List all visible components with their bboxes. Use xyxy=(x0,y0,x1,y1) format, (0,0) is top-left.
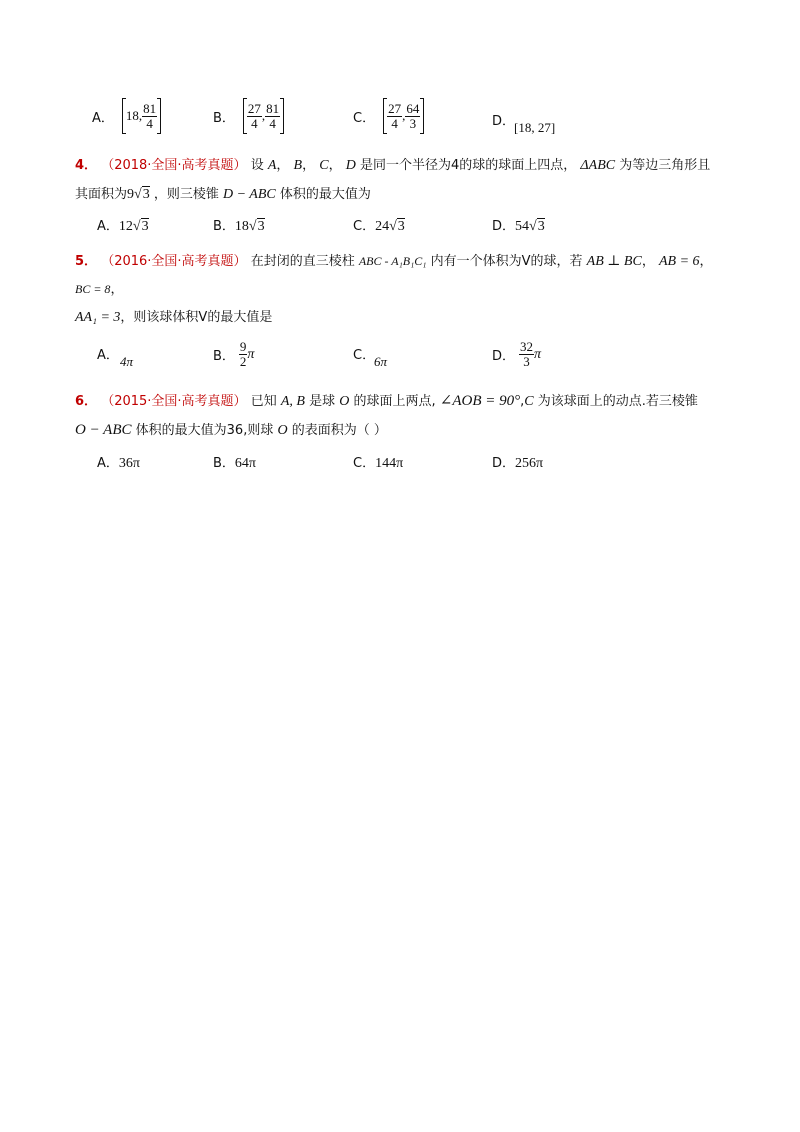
q4-option-b: B．18√3 xyxy=(213,219,265,234)
q3-option-a xyxy=(92,98,161,134)
option-label: D． xyxy=(492,114,516,129)
q6-option-c: C．144π xyxy=(353,456,404,471)
question-number: 4． xyxy=(75,158,98,173)
option-label: C． xyxy=(353,110,376,126)
fraction: $\frac{27}{4}$ xyxy=(388,100,402,131)
q5-option-d: D． $\frac{32}{3}$ π xyxy=(492,339,542,369)
q4-option-a: A．12√3 xyxy=(97,219,149,234)
q4-option-d: D．54√3 xyxy=(492,219,545,234)
q5-line-2: BC = 8， xyxy=(75,282,124,297)
q5-option-a-value: 4π xyxy=(120,354,134,369)
q5-option-c-value: 6π xyxy=(374,354,388,369)
fraction: $\frac{81}{4}$ xyxy=(266,100,280,131)
question-source: （2016·全国·高考真题） xyxy=(101,254,247,269)
question-source: （2015·全国·高考真题） xyxy=(101,394,247,409)
q3-option-c xyxy=(353,98,424,134)
interval-bracket: $\frac{27}{4}$ , $\frac{64}{3}$ xyxy=(383,98,424,134)
q4-line-1: 4． （2018·全国·高考真题） 设 A， B， C， D 是同一个半径为4的球的球面上四点， ΔABC 为等边三角形且 xyxy=(75,158,711,173)
q5-line-1: 5． （2016·全国·高考真题） 在封闭的直三棱柱 ABC - A₁B₁C₁ 内有一个体积为V的球，若 AB ⊥ BC， AB = 6， xyxy=(75,254,713,269)
option-label: A． xyxy=(92,110,114,126)
q5-option-b: B． $\frac{9}{2}$ π xyxy=(213,339,255,369)
option-label: B． xyxy=(213,110,235,126)
fraction: $\frac{32}{3}$ xyxy=(520,339,534,369)
fraction: $\frac{9}{2}$ xyxy=(239,339,247,369)
q6-option-b: B．64π xyxy=(213,456,256,471)
question-number: 6． xyxy=(75,394,98,409)
q4-option-c: C．24√3 xyxy=(353,219,405,234)
question-number: 5． xyxy=(75,254,98,269)
q5-option-c: C． xyxy=(353,348,376,363)
q5-line-3: AA₁ = 3，则该球体积V的最大值是 xyxy=(75,310,273,325)
q3-option-d xyxy=(492,110,515,129)
fraction: $\frac{81}{4}$ xyxy=(143,100,157,131)
q6-option-d: D．256π xyxy=(492,456,544,471)
q3-option-b xyxy=(213,98,284,134)
q6-line-2: O − ABC 体积的最大值为36,则球 O 的表面积为（ ） xyxy=(75,422,387,438)
question-source: （2018·全国·高考真题） xyxy=(101,158,247,173)
q3-option-d-value: [18, 27] xyxy=(514,120,556,135)
fraction: $\frac{27}{4}$ xyxy=(247,100,261,131)
fraction: $\frac{64}{3}$ xyxy=(406,100,420,131)
q5-option-a: A． xyxy=(97,348,119,363)
interval-bracket: 18, $\frac{81}{4}$ xyxy=(122,98,161,134)
interval-bracket: $\frac{27}{4}$ , $\frac{81}{4}$ xyxy=(243,98,284,134)
q4-line-2: 其面积为9√3 ，则三棱锥 D − ABC 体积的最大值为 xyxy=(75,187,371,202)
q6-line-1: 6． （2015·全国·高考真题） 已知 A, B 是球 O 的球面上两点, ∠AOB = 90°,C 为该球面上的动点.若三棱锥 xyxy=(75,393,698,409)
q6-option-a: A．36π xyxy=(97,456,140,471)
